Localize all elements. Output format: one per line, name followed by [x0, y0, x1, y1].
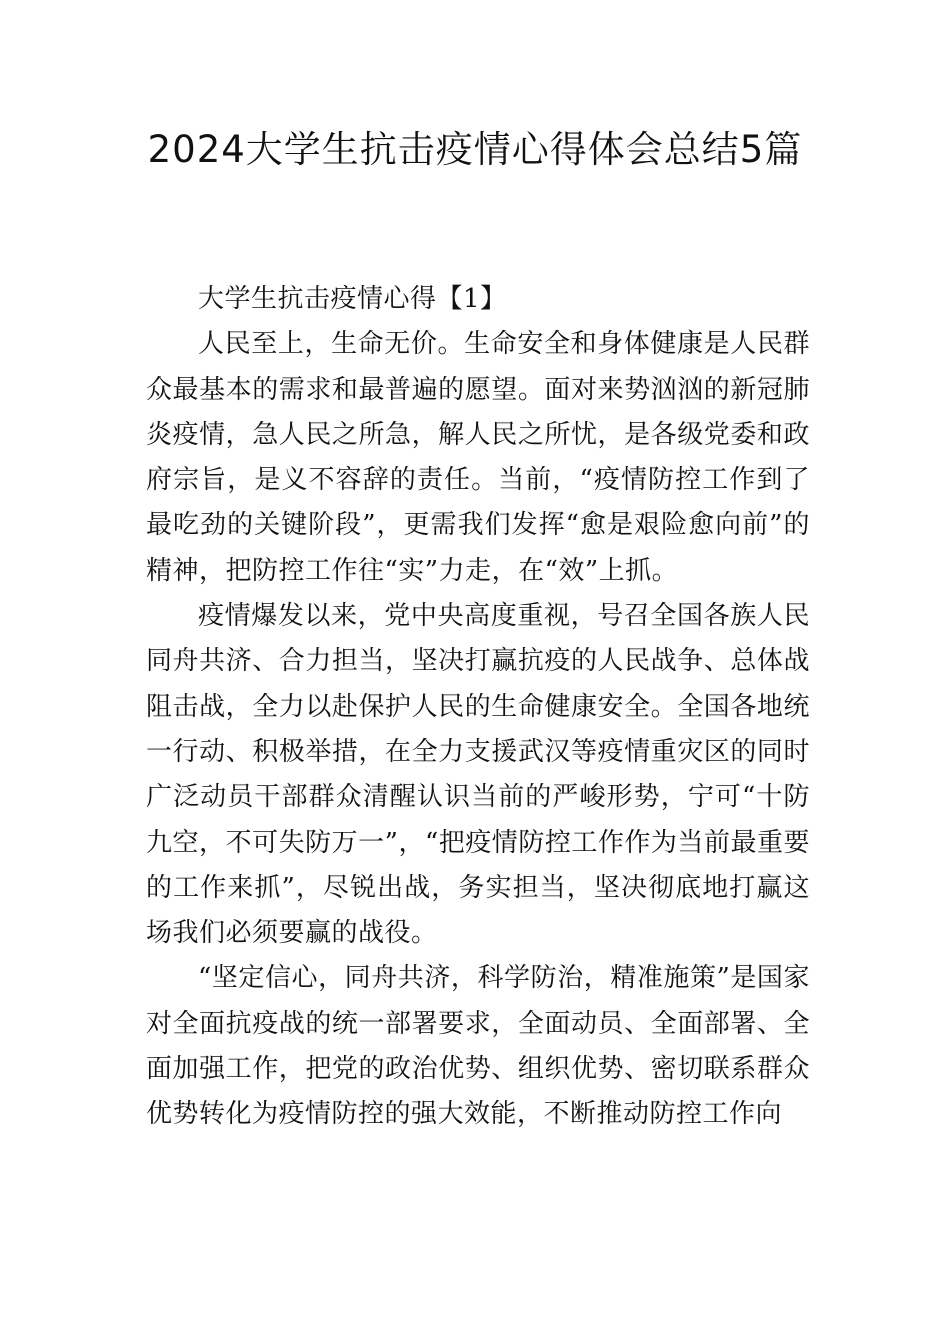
section-heading: 大学生抗击疫情心得【1】	[198, 284, 507, 314]
document-title: 2024大学生抗击疫情心得体会总结5篇	[147, 128, 803, 171]
paragraph-3: “坚定信心，同舟共济，科学防治，精准施策”是国家对全面抗疫战的统一部署要求，全面动员、全面部署、全面加强工作，把党的政治优势、组织优势、密切联系群众优势转化为疫情防控的强大效能，不断推动防控工作向	[146, 963, 810, 1130]
paragraph-1: 人民至上，生命无价。生命安全和身体健康是人民群众最基本的需求和最普遍的愿望。面对来势汹汹的新冠肺炎疫情，急人民之所急，解人民之所忧，是各级党委和政府宗旨，是义不容辞的责任。当前，“疫情防控工作到了最吃劲的关键阶段”，更需我们发挥“愈是艰险愈向前”的精神，把防控工作往“实”力走，在“效”上抓。	[146, 329, 810, 586]
document-body	[146, 277, 810, 1138]
paragraph-2: 疫情爆发以来，党中央高度重视，号召全国各族人民同舟共济、合力担当，坚决打赢抗疫的人民战争、总体战阻击战，全力以赴保护人民的生命健康安全。全国各地统一行动、积极举措，在全力支援武汉等疫情重灾区的同时广泛动员干部群众清醒认识当前的严峻形势，宁可“十防九空，不可失防万一”，“把疫情防控工作作为当前最重要的工作来抓”，尽锐出战，务实担当，坚决彻底地打赢这场我们必须要赢的战役。	[146, 601, 810, 949]
